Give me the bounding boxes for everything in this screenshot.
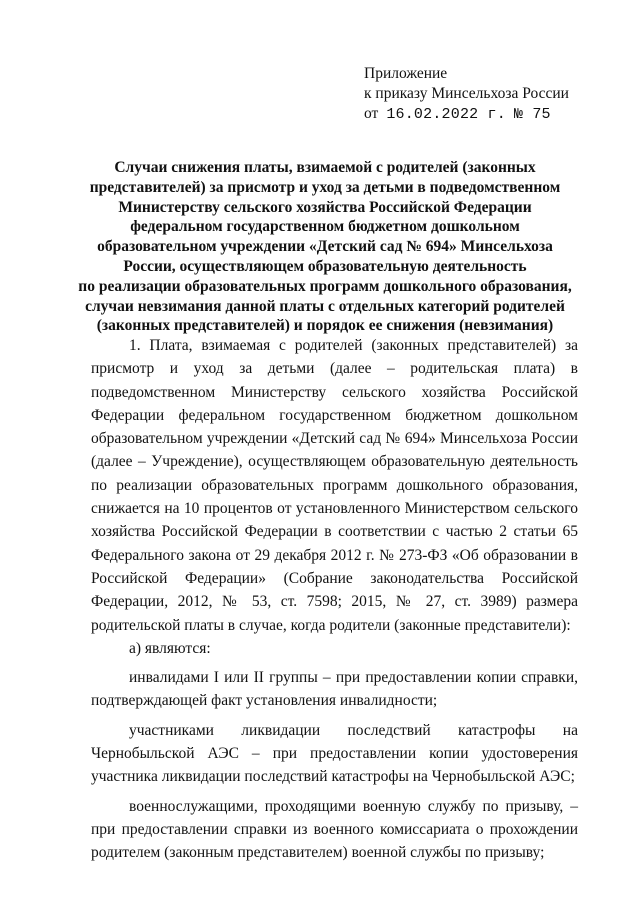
title-line: России, осуществляющем образовательную деятельность [123, 257, 527, 275]
document-title [70, 158, 580, 336]
title-line: образовательном учреждении «Детский сад № 694» Минсельхоза [97, 238, 553, 256]
title-line: представителей) за присмотр и уход за детьми в подведомственном [89, 178, 561, 196]
title-line: по реализации образовательных программ дошкольного образования, [78, 277, 572, 295]
title-line: Министерству сельского хозяйства Российской Федерации [118, 198, 532, 216]
appendix-date-line [364, 104, 569, 125]
order-date: 16.02.2022 г. [386, 106, 506, 123]
title-line: (законных представителей) и порядок ее снижения (невзимания) [96, 317, 554, 335]
title-line: Случаи снижения платы, взимаемой с родителей (законных [114, 159, 536, 176]
date-prefix: от [364, 105, 379, 122]
title-line: случаи невзимания данной платы с отдельных категорий родителей [85, 297, 565, 315]
paragraph-subitem-a: а) являются: [129, 639, 211, 657]
paragraph-military: военнослужащими, проходящими военную службу по призыву, – при предоставлении справки из военного комиссариата о прохождении родителем (законным представителем) военной службы по призыву; [91, 797, 578, 862]
order-number: № 75 [513, 106, 551, 123]
title-line: федеральном государственном бюджетном дошкольном [130, 218, 520, 236]
paragraph-disabled: инвалидами I или II группы – при предоставлении копии справки, подтверждающей факт установления инвалидности; [91, 669, 578, 710]
paragraph-1: 1. Плата, взимаемая с родителей (законных представителей) за присмотр и уход за детьми (далее – родительская плата) в подведомственном Министерству сельского хозяйства Российской Федерации федеральном государственном бюджетном дошкольном образовательном учреждении «Детский сад № 694» Минсельхоза России (далее – Учреждение), осуществляющем образовательную деятельность по реализации образовательных программ дошкольного образования, снижается на 10 процентов от установленного Министерством сельского хозяйства Российской Федерации в соответствии с частью 2 статьи 65 Федерального закона от 29 декабря 2012 г. № 273-ФЗ «Об образовании в Российской Федерации» (Собрание законодательства Российской Федерации, 2012, № 53, ст. 7598; 2015, № 27, ст. 3989) размера родительской платы в случае, когда родители (законные представители): [91, 337, 578, 634]
document-body [91, 334, 578, 865]
appendix-header [364, 64, 569, 125]
appendix-label: Приложение [364, 65, 448, 82]
paragraph-chernobyl: участниками ликвидации последствий катастрофы на Чернобыльской АЭС – при предоставлении копии удостоверения участника ликвидации последствий катастрофы на Чернобыльской АЭС; [91, 721, 578, 786]
appendix-order-ref: к приказу Минсельхоза России [364, 85, 569, 102]
